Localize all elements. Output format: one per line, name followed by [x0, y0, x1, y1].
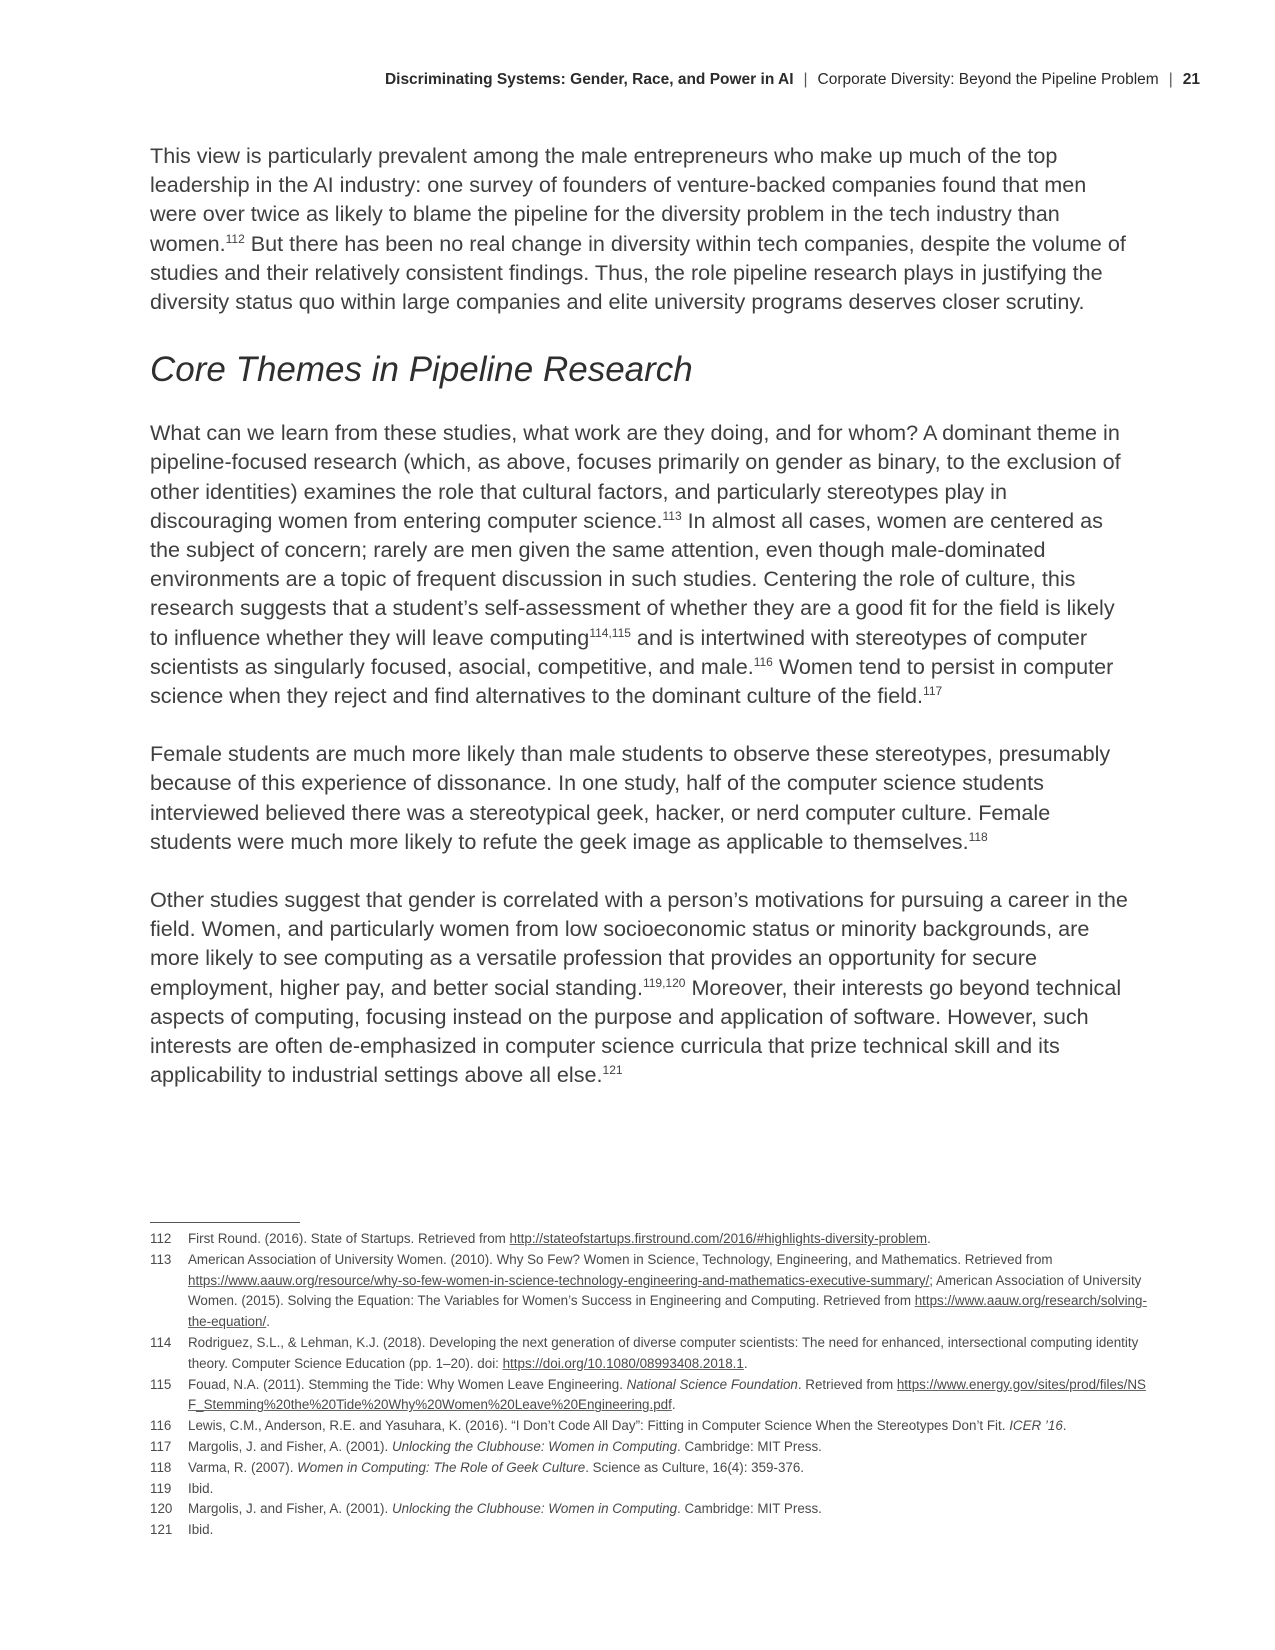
footnote-number: 113	[150, 1251, 172, 1267]
footnote-number: 112	[150, 1231, 172, 1246]
footnote-text: Margolis, J. and Fisher, A. (2001).	[188, 1438, 392, 1454]
footnote-number: 117	[150, 1438, 172, 1454]
footnote-number: 120	[150, 1501, 173, 1517]
footnote-ref[interactable]: 117	[923, 684, 943, 699]
footnote-text: Ibid.	[188, 1480, 214, 1496]
footnote-119	[150, 1479, 1150, 1500]
footnote-number: 119	[150, 1480, 172, 1496]
paragraph-text: Moreover, their interests go beyond technical aspects of computing, focusing instead on the purpose and application of software. However, such interests are often de-emphasized in computer science curricula that prize technical skill and its applicability to industrial settings above all else.	[150, 974, 1122, 1088]
footnote-link[interactable]: https://www.aauw.org/resource/why-so-few-women-in-science-technology-engineering-and-mathematics-executive-summary/	[188, 1272, 930, 1288]
footnote-118	[150, 1458, 1150, 1479]
footnote-text: Ibid.	[188, 1522, 214, 1538]
footnote-text: Varma, R. (2007).	[188, 1459, 298, 1475]
footnote-italic: ICER ’16	[1009, 1418, 1063, 1434]
footnote-120	[150, 1499, 1150, 1520]
footnote-link[interactable]: https://www.energy.gov/sites/prod/files/NSF_Stemming%20the%20Tide%20Why%20Women%20Leave%20Engineering.pdf	[188, 1376, 1146, 1413]
footnote-text: Rodriguez, S.L., & Lehman, K.J. (2018). Developing the next generation of diverse computer scientists: The need for enhanced, intersectional computing identity theory. Computer Science Education (pp. 1–20). doi:	[188, 1334, 1139, 1371]
chapter-title: Corporate Diversity: Beyond the Pipeline Problem	[817, 71, 1159, 88]
footnote-text: ; American Association of University Women. (2015). Solving the Equation: The Variables for Women’s Success in Engineering and Computing. Retrieved from	[188, 1272, 1142, 1309]
footnote-text: . Retrieved from	[797, 1376, 897, 1392]
footnote-ref[interactable]: 118	[968, 829, 988, 844]
footnote-text: . Science as Culture, 16(4): 359-376.	[585, 1459, 805, 1475]
page-number: 21	[1182, 71, 1200, 88]
running-header	[385, 71, 1200, 89]
footnote-number: 118	[150, 1459, 172, 1475]
paragraph-text: In almost all cases, women are centered as the subject of concern; rarely are men given the same attention, even though male-dominated environments are a topic of frequent discussion in such studies. Centering the role of culture, this research suggests that a student’s self-assessment of whether they are a good fit for the field is likely to influence whether they will leave computing	[150, 507, 1115, 650]
footnote-ref[interactable]: 113	[662, 508, 682, 523]
section-heading: Core Themes in Pipeline Research	[150, 350, 693, 390]
header-separator: |	[803, 71, 808, 88]
footnote-text: .	[671, 1397, 676, 1413]
paragraph-1	[150, 141, 1130, 316]
footnote-112	[150, 1229, 1150, 1250]
main-text	[150, 141, 1130, 1089]
footnote-113	[150, 1250, 1150, 1333]
footnote-121	[150, 1520, 1150, 1541]
footnote-ref[interactable]: 116	[753, 654, 773, 669]
footnote-divider	[150, 1222, 300, 1223]
footnote-number: 114	[150, 1334, 172, 1350]
footnote-link[interactable]: http://stateofstartups.firstround.com/2016/#highlights-diversity-problem	[509, 1231, 928, 1246]
footnote-number: 116	[150, 1418, 172, 1434]
footnotes	[150, 1222, 1150, 1541]
footnote-text: .	[743, 1355, 748, 1371]
paragraph-text: Other studies suggest that gender is correlated with a person’s motivations for pursuing a career in the field. Women, and particularly women from low socioeconomic status or minority backgrounds, are more likely to see computing as a versatile profession that provides an opportunity for secure employment, higher pay, and better social standing.	[150, 887, 1128, 1000]
footnote-text: . Cambridge: MIT Press.	[677, 1501, 822, 1517]
paragraph-text: But there has been no real change in diversity within tech companies, despite the volume of studies and their relatively consistent findings. Thus, the role pipeline research plays in justifying the diversity status quo within large companies and elite university programs deserves closer scrutiny.	[150, 230, 1126, 315]
footnote-ref[interactable]: 121	[602, 1063, 623, 1078]
footnote-italic: Unlocking the Clubhouse: Women in Computing	[391, 1438, 678, 1454]
footnote-text: American Association of University Women. (2010). Why So Few? Women in Science, Technology, Engineering, and Mathematics. Retrieved from	[188, 1251, 1053, 1267]
footnote-115	[150, 1375, 1150, 1417]
footnote-117	[150, 1437, 1150, 1458]
paragraph-text: Women tend to persist in computer science when they reject and find alternatives to the dominant culture of the field.	[150, 653, 1114, 709]
footnote-number: 115	[150, 1376, 172, 1392]
footnote-text: Lewis, C.M., Anderson, R.E. and Yasuhara, K. (2016). “I Don’t Code All Day”: Fitting in Computer Science When the Stereotypes Don’t Fit.	[188, 1418, 1010, 1434]
paragraph-text: and is intertwined with stereotypes of computer scientists as singularly focused, asocial, competitive, and male.	[150, 624, 1088, 679]
paragraph-3	[150, 739, 1130, 856]
footnote-ref[interactable]: 114,115	[589, 625, 631, 640]
footnote-text: Margolis, J. and Fisher, A. (2001).	[188, 1501, 392, 1517]
footnote-text: .	[1062, 1418, 1067, 1434]
footnote-italic: National Science Foundation	[626, 1376, 798, 1392]
footnote-114	[150, 1333, 1150, 1375]
paragraph-2	[150, 418, 1130, 710]
footnote-link[interactable]: https://www.aauw.org/research/solving-the-equation/	[188, 1293, 1147, 1330]
footnote-116	[150, 1416, 1150, 1437]
footnote-text: .	[266, 1314, 270, 1330]
paragraph-text: This view is particularly prevalent among the male entrepreneurs who make up much of the top leadership in the AI industry: one survey of founders of venture-backed companies found that men were over twice as likely to blame the pipeline for the diversity problem in the tech industry than women.	[150, 143, 1087, 256]
footnote-text: Fouad, N.A. (2011). Stemming the Tide: Why Women Leave Engineering.	[188, 1376, 627, 1392]
header-separator: |	[1168, 71, 1173, 88]
footnote-text: First Round. (2016). State of Startups. Retrieved from	[188, 1231, 510, 1246]
footnote-italic: Women in Computing: The Role of Geek Culture	[297, 1459, 586, 1475]
footnote-ref[interactable]: 112	[225, 231, 245, 246]
footnote-text: .	[927, 1231, 931, 1246]
document-title: Discriminating Systems: Gender, Race, and Power in AI	[384, 71, 794, 88]
paragraph-4	[150, 885, 1130, 1089]
footnote-number: 121	[150, 1522, 173, 1538]
footnote-text: . Cambridge: MIT Press.	[677, 1438, 822, 1454]
footnote-ref[interactable]: 119,120	[642, 975, 686, 990]
paragraph-text: What can we learn from these studies, what work are they doing, and for whom? A dominant theme in pipeline-focused research (which, as above, focuses primarily on gender as binary, to the exclusion of other identities) examines the role that cultural factors, and particularly stereotypes play in discouraging women from entering computer science.	[150, 420, 1121, 533]
footnote-italic: Unlocking the Clubhouse: Women in Computing	[391, 1501, 678, 1517]
footnote-link[interactable]: https://doi.org/10.1080/08993408.2018.1	[502, 1355, 744, 1371]
paragraph-text: Female students are much more likely than male students to observe these stereotypes, presumably because of this experience of dissonance. In one study, half of the computer science students interviewed believed there was a stereotypical geek, hacker, or nerd computer culture. Female students were much more likely to refute the geek image as applicable to themselves.	[150, 741, 1111, 854]
